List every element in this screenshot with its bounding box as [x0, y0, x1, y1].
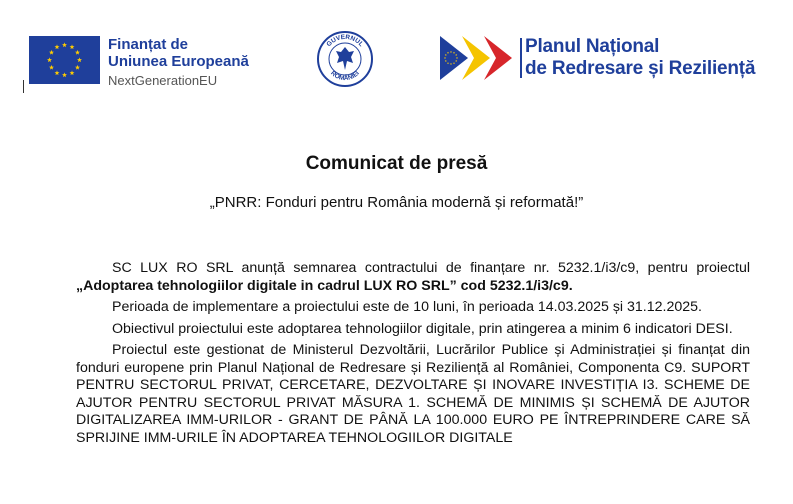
- pnrr-logo-icon: [440, 36, 520, 80]
- eu-flag-icon: [29, 36, 100, 84]
- pnrr-line-2: de Redresare și Reziliență: [525, 58, 756, 79]
- government-seal-logo: [316, 30, 374, 88]
- page-title: Comunicat de presă: [305, 153, 488, 174]
- paragraph-objective: Obiectivul proiectului este adoptarea tehnologiilor digitale, prin atingerea a minim 6 indicatori DESI.: [112, 320, 733, 337]
- seal-top-text: GUVERNUL: [325, 33, 365, 49]
- eu-line-1: Finanțat de: [108, 36, 189, 53]
- paragraph-period: Perioada de implementare a proiectului este de 10 luni, în perioada 14.03.2025 și 31.12.2025.: [112, 299, 702, 315]
- paragraph-management: Proiectul este gestionat de Ministerul Dezvoltării, Lucrărilor Publice și Administrației și finanțat din fonduri europene prin Planul Național de Redresare și Reziliență al României, Componenta C9. SUPORT PENTRU SECTORUL PRIVAT, CERCETARE, DEZVOLTARE ȘI INOVARE INVESTIȚIA I3. SCHEME DE AJUTOR PENTRU SECTORUL PRIVAT MĂSURA 1. SCHEMĂ DE MINIMIS ȘI SCHEMĂ DE AJUTOR DIGITALIZAREA IMM-URILOR - GRANT DE PÂNĂ LA 100.000 EURO PE ÎNTREPRINDERE CARE SĂ SPRIJINE IMM-URILE ÎN ADOPTAREA TEHNOLOGIILOR DIGITALE: [76, 342, 750, 446]
- logo-header: [0, 30, 793, 95]
- eu-funding-label: [108, 36, 249, 89]
- page-subtitle: „PNRR: Fonduri pentru România modernă și reformată!”: [209, 194, 584, 211]
- seal-bottom-text: ROMÂNIEI: [329, 69, 361, 83]
- pnrr-label: [525, 36, 755, 80]
- eu-line-3: NextGenerationEU: [108, 73, 218, 88]
- text-cursor: [23, 80, 24, 93]
- pnrr-line-1: Planul Național: [525, 36, 660, 57]
- paragraph-announcement: [76, 260, 750, 295]
- eu-line-2: Uniunea Europeană: [108, 53, 249, 70]
- announcement-text: SC LUX RO SRL anunță semnarea contractului de finanțare nr. 5232.1/i3/c9, pentru proiectul: [112, 260, 750, 276]
- document-body: [76, 260, 750, 447]
- pnrr-divider: [520, 38, 522, 78]
- project-title: „Adoptarea tehnologiilor digitale in cadrul LUX RO SRL” cod 5232.1/i3/c9.: [76, 277, 573, 294]
